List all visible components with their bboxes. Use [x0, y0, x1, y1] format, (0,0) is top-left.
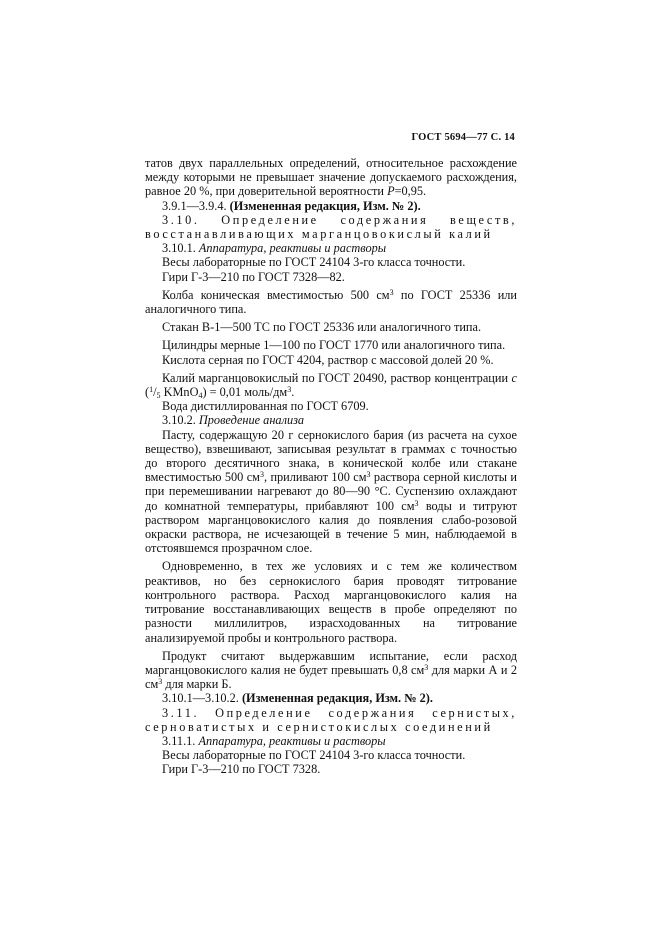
- subsection-3-11-1: [145, 734, 517, 748]
- subsection-title: Проведение анализа: [198, 413, 305, 428]
- item-scales-2: Весы лабораторные по ГОСТ 24104 3-го класса точности.: [162, 748, 466, 763]
- item-flask: [145, 288, 517, 316]
- superscript: 3: [287, 385, 292, 395]
- subsection-title: Аппаратура, реактивы и растворы: [198, 241, 387, 256]
- superscript: 3: [158, 677, 163, 687]
- item-cylinders: Цилиндры мерные 1—100 по ГОСТ 1770 или аналогичного типа.: [162, 338, 506, 353]
- subscript: 4: [198, 391, 203, 401]
- subscript: 5: [156, 391, 161, 401]
- clause-number: 3.10.1.: [162, 241, 196, 256]
- item-beaker: Стакан В-1—500 ТС по ГОСТ 25336 или аналогичного типа.: [162, 320, 482, 335]
- item-permanganate: Калий марганцовокислый по ГОСТ 20490, раствор концентрации c ($^1/_5$ KMnO$_4$) = 0,01 моль/$дм^3$.: [145, 370, 518, 401]
- amendment-note: (Измененная редакция, Изм. № 2).: [229, 198, 421, 213]
- text: Продукт считают выдержавшим испытание, если расход марганцовокислого калия не будет превышать 0,8 см: [145, 648, 517, 677]
- section-heading-3-10: 3.10. Определение содержания веществ, восстанавливающих марганцовокислый калий: [145, 212, 517, 242]
- text: /: [153, 385, 157, 400]
- paragraph-control: Одновременно, в тех же условиях и с тем же количеством реактивов, но без сернокислого бария проводят титрование контрольного раствора. Расход марганцовокислого калия на титрование восстанавливающих веществ в пробе определяют по разности миллилитров, израсходованных на титрование анализируемой пробы и контрольного раствора.: [145, 559, 517, 645]
- item-scales: Весы лабораторные по ГОСТ 24104 3-го класса точности.: [162, 255, 466, 270]
- item-weights-2: Гири Г-3—210 по ГОСТ 7328.: [162, 762, 321, 777]
- superscript: 3: [424, 662, 429, 672]
- superscript: 3: [389, 287, 394, 297]
- text: раствора серной кислоты и при перемешивании нагревают до 80—90 °С. Суспензию охлаждают до комнатной температуры, прибавляют 100 см: [145, 470, 517, 513]
- text: KMnO: [160, 385, 199, 400]
- document-body: [145, 156, 517, 777]
- text: Колба коническая вместимостью 500 см: [162, 287, 390, 302]
- subsection-3-10-2: [145, 413, 517, 427]
- text: (: [145, 385, 150, 400]
- item-water: Вода дистиллированная по ГОСТ 6709.: [162, 399, 369, 414]
- text: по ГОСТ 25336 или аналогичного типа.: [145, 287, 517, 317]
- paragraph-amendment-1: [145, 199, 517, 213]
- subsection-title: Аппаратура, реактивы и растворы: [198, 733, 386, 748]
- text: =0,95.: [394, 184, 427, 199]
- variable-c: c: [511, 370, 518, 385]
- superscript: 3: [414, 498, 419, 508]
- superscript: 1: [149, 385, 154, 395]
- superscript: 3: [259, 470, 264, 480]
- paragraph-amendment-2: [145, 691, 517, 705]
- variable-p: P: [387, 184, 395, 199]
- clause-number: 3.10.1—3.10.2.: [162, 691, 239, 706]
- item-weights: Гири Г-3—210 по ГОСТ 7328—82.: [162, 269, 345, 284]
- paragraph-results: [145, 156, 517, 199]
- clause-number: 3.11.1.: [162, 733, 196, 748]
- text: для марки Б.: [162, 677, 232, 692]
- item-acid: Кислота серная по ГОСТ 4204, раствор с массовой долей 20 %.: [162, 352, 494, 367]
- section-heading-3-11: 3.11. Определение содержания сернистых, серноватистых и сернистокислых соединений: [145, 705, 517, 734]
- text: , приливают 100 см: [263, 470, 367, 485]
- text: татов двух параллельных определений, относительное расхождение между которыми не превышает значение допускаемого расхождения, равное 20 %, при доверительной вероятности: [145, 156, 517, 199]
- text: Пасту, содержащую 20 г сернокислого бария (из расчета на сухое вещество), взвешивают, записывая результат в граммах с точностью до второго десятичного знака, в конической колбе или стакане вместимостью 500 см: [145, 427, 517, 485]
- paragraph-acceptance: [145, 649, 517, 692]
- text: воды и титруют раствором марганцовокислого калия до появления слабо-розовой окраски раствора, не исчезающей в течение 5 мин, наблюдаемой в отстоявшемся прозрачном слое.: [145, 498, 517, 556]
- text: ) = 0,01 моль/дм: [202, 385, 288, 400]
- clause-number: 3.9.1—3.9.4.: [162, 198, 227, 213]
- subsection-3-10-1: [145, 241, 517, 255]
- page-header: ГОСТ 5694—77 С. 14: [411, 132, 515, 143]
- text: для марки А и 2 см: [145, 662, 517, 692]
- text: Калий марганцовокислый по ГОСТ 20490, раствор концентрации: [162, 370, 509, 385]
- superscript: 3: [366, 470, 371, 480]
- amendment-note: (Измененная редакция, Изм. № 2).: [241, 691, 433, 706]
- clause-number: 3.10.2.: [162, 413, 196, 428]
- paragraph-procedure: [145, 428, 517, 556]
